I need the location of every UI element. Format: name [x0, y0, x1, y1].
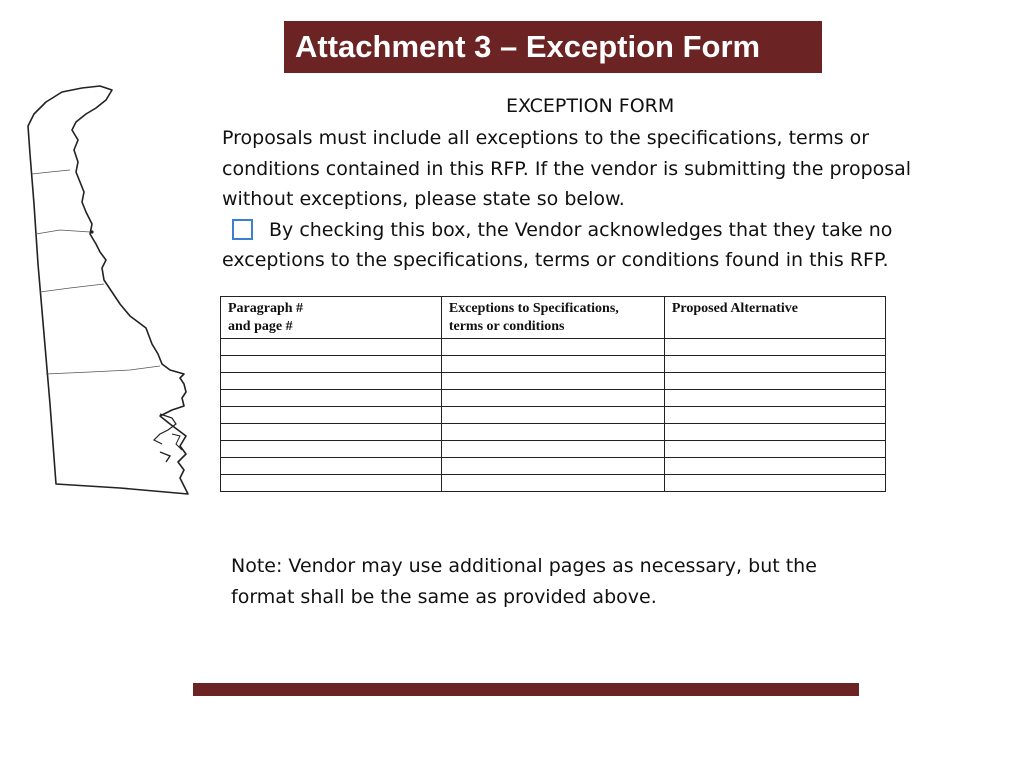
table-row: [221, 458, 886, 475]
exception-cell[interactable]: [441, 356, 664, 373]
paragraph-cell[interactable]: [221, 441, 442, 458]
state-map-outline-icon: [20, 84, 200, 499]
column-header-paragraph: [221, 297, 442, 339]
table-row: [221, 424, 886, 441]
alternative-cell[interactable]: [664, 441, 885, 458]
exceptions-table: [220, 296, 886, 492]
paragraph-cell[interactable]: [221, 475, 442, 492]
note-line: format shall be the same as provided above.: [231, 585, 657, 608]
form-heading: EXCEPTION FORM: [506, 95, 675, 117]
form-instructions: [222, 123, 1002, 276]
header-text: terms or conditions: [448, 319, 565, 334]
header-text: Exceptions to Specifications,: [448, 301, 619, 316]
page-title: Attachment 3 – Exception Form: [295, 29, 761, 64]
exception-cell[interactable]: [441, 407, 664, 424]
table-row: [221, 356, 886, 373]
column-header-alternative: [664, 297, 885, 339]
table-row: [221, 390, 886, 407]
table-row: [221, 441, 886, 458]
instruction-line: conditions contained in this RFP. If the vendor is submitting the proposal: [222, 157, 912, 180]
alternative-cell[interactable]: [664, 407, 885, 424]
exception-cell[interactable]: [441, 475, 664, 492]
header-text: Proposed Alternative: [671, 301, 798, 316]
exception-cell[interactable]: [441, 441, 664, 458]
header-text: Paragraph #: [228, 301, 304, 316]
footnote: [231, 551, 931, 612]
table-body: [221, 339, 886, 492]
exception-cell[interactable]: [441, 373, 664, 390]
paragraph-cell[interactable]: [221, 390, 442, 407]
footer-divider: [193, 683, 859, 696]
instruction-line: Proposals must include all exceptions to the specifications, terms or: [222, 127, 870, 149]
alternative-cell[interactable]: [664, 458, 885, 475]
table-row: [221, 407, 886, 424]
alternative-cell[interactable]: [664, 356, 885, 373]
alternative-cell[interactable]: [664, 390, 885, 407]
table-row: [221, 339, 886, 356]
column-header-exceptions: [441, 297, 664, 339]
note-line: Note: Vendor may use additional pages as necessary, but the: [231, 555, 817, 577]
paragraph-cell[interactable]: [221, 339, 442, 356]
exception-cell[interactable]: [441, 390, 664, 407]
paragraph-cell[interactable]: [221, 458, 442, 475]
paragraph-cell[interactable]: [221, 424, 442, 441]
exception-cell[interactable]: [441, 339, 664, 356]
page-title-banner: [284, 21, 822, 73]
no-exceptions-checkbox[interactable]: [232, 219, 253, 240]
exception-cell[interactable]: [441, 424, 664, 441]
instruction-line: without exceptions, please state so below.: [222, 188, 625, 210]
paragraph-cell[interactable]: [221, 407, 442, 424]
exception-cell[interactable]: [441, 458, 664, 475]
alternative-cell[interactable]: [664, 475, 885, 492]
header-text: and page #: [228, 319, 293, 334]
acknowledgement-label-continued: exceptions to the specifications, terms or conditions found in this RFP.: [222, 249, 889, 271]
alternative-cell[interactable]: [664, 373, 885, 390]
paragraph-cell[interactable]: [221, 373, 442, 390]
alternative-cell[interactable]: [664, 339, 885, 356]
table-row: [221, 373, 886, 390]
acknowledgement-label: By checking this box, the Vendor acknowledges that they take no: [269, 218, 893, 241]
table-header-row: [221, 297, 886, 339]
alternative-cell[interactable]: [664, 424, 885, 441]
acknowledgement-row: [222, 215, 1002, 246]
table-row: [221, 475, 886, 492]
paragraph-cell[interactable]: [221, 356, 442, 373]
